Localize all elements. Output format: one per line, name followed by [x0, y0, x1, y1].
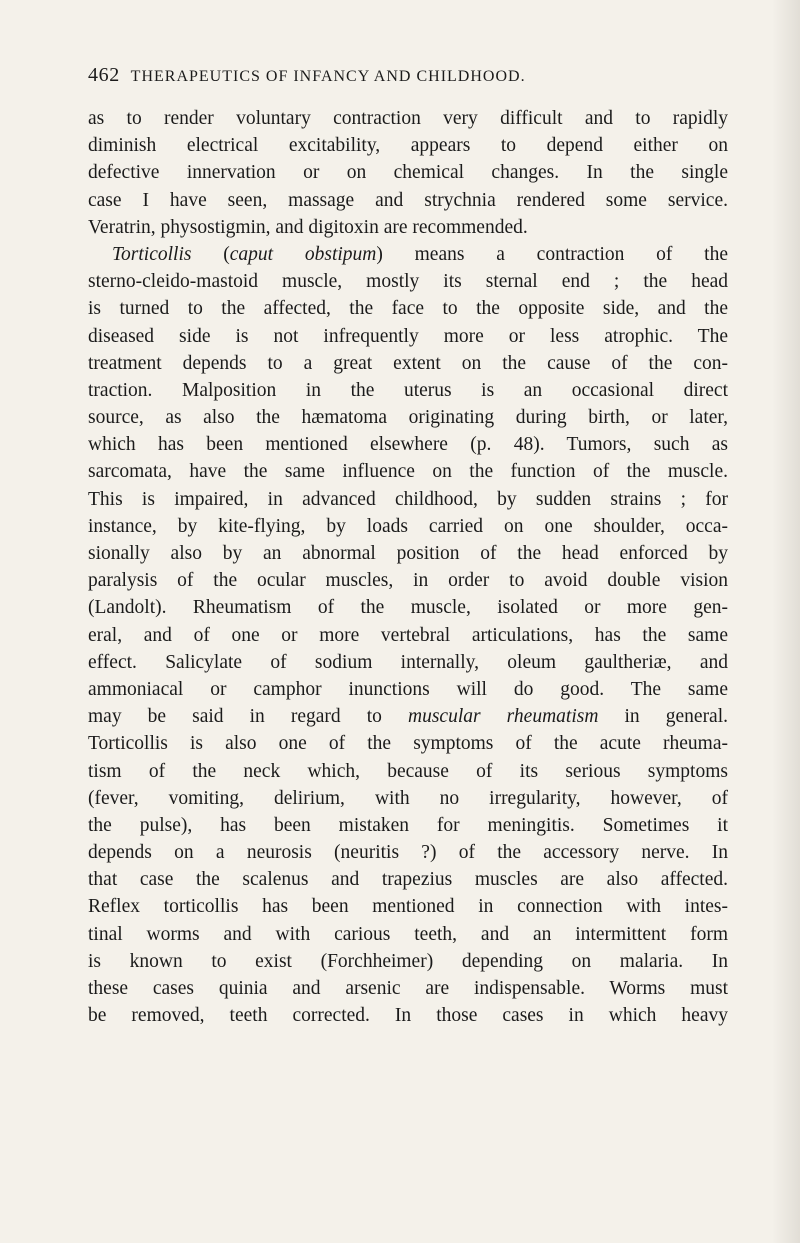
term-caput-obstipum: caput obstipum — [229, 243, 377, 265]
text-line: which has been mentioned elsewhere (p. 48). Tumors, such as — [88, 434, 728, 456]
text-line: defective innervation or on chemical changes. In the single — [88, 162, 728, 184]
text-line-italic-term — [88, 703, 728, 730]
text-line: source, as also the hæmatoma originating during birth, or later, — [88, 407, 728, 429]
text-line: (fever, vomiting, delirium, with no irregularity, however, of — [88, 787, 728, 809]
running-title: THERAPEUTICS OF INFANCY AND CHILDHOOD. — [130, 68, 526, 85]
text-line: traction. Malposition in the uterus is an occasional direct — [88, 379, 728, 401]
text-line: Reflex torticollis has been mentioned in connection with intes- — [88, 896, 728, 918]
text-line: diseased side is not infrequently more or less atrophic. The — [88, 325, 728, 347]
text-fragment: ) means a contraction of the — [376, 243, 728, 265]
text-line: sterno-cleido-mastoid muscle, mostly its sternal end ; the head — [88, 271, 728, 293]
text-fragment: in general. — [598, 706, 728, 728]
page-number: 462 — [88, 64, 120, 86]
text-line: is turned to the affected, the face to the opposite side, and the — [88, 298, 728, 320]
text-line: sionally also by an abnormal position of the head enforced by — [88, 543, 728, 564]
text-line: effect. Salicylate of sodium internally, oleum gaultheriæ, and — [88, 651, 728, 673]
text-line: treatment depends to a great extent on the cause of the con- — [88, 352, 728, 374]
running-head — [88, 64, 708, 88]
text-line: paralysis of the ocular muscles, in order to avoid double vision — [88, 570, 728, 592]
text-line: sarcomata, have the same influence on the function of the muscle. — [88, 461, 728, 483]
text-line: the pulse), has been mistaken for meningitis. Sometimes it — [88, 814, 728, 836]
text-line: that case the scalenus and trapezius muscles are also affected. — [88, 869, 728, 891]
text-line: is known to exist (Forchheimer) depending on malaria. In — [88, 950, 728, 972]
body-text — [88, 105, 728, 1029]
text-line-italic-term: Torticollis (caput obstipum) means a contraction of the — [112, 243, 728, 265]
text-line: diminish electrical excitability, appears to depend either on — [88, 135, 728, 157]
text-line: (Landolt). Rheumatism of the muscle, isolated or more gen- — [88, 597, 728, 619]
text-line: tism of the neck which, because of its serious symptoms — [88, 760, 728, 782]
text-line: ammoniacal or camphor inunctions will do good. The same — [88, 678, 728, 700]
text-line: This is impaired, in advanced childhood, by sudden strains ; for — [88, 488, 728, 510]
text-fragment: may be said in regard to — [88, 706, 409, 728]
text-line: be removed, teeth corrected. In those cases in which heavy — [88, 1005, 728, 1027]
page-edge-shadow — [772, 0, 800, 1243]
text-line: instance, by kite-flying, by loads carried on one shoulder, occa- — [88, 515, 728, 537]
term-muscular-rheumatism: muscular rheumatism — [408, 706, 599, 728]
term-torticollis: Torticollis — [112, 243, 192, 265]
text-line: Veratrin, physostigmin, and digitoxin are recommended. — [88, 216, 528, 238]
text-line: tinal worms and with carious teeth, and an intermittent form — [88, 923, 728, 945]
text-line: Torticollis is also one of the symptoms of the acute rheuma- — [88, 733, 728, 755]
text-line: eral, and of one or more vertebral articulations, has the same — [88, 624, 728, 646]
text-line: these cases quinia and arsenic are indispensable. Worms must — [88, 978, 728, 999]
text-line: as to render voluntary contraction very difficult and to rapidly — [88, 108, 728, 129]
text-line: case I have seen, massage and strychnia rendered some service. — [88, 189, 728, 211]
text-line: depends on a neurosis (neuritis ?) of the accessory nerve. In — [88, 842, 728, 864]
